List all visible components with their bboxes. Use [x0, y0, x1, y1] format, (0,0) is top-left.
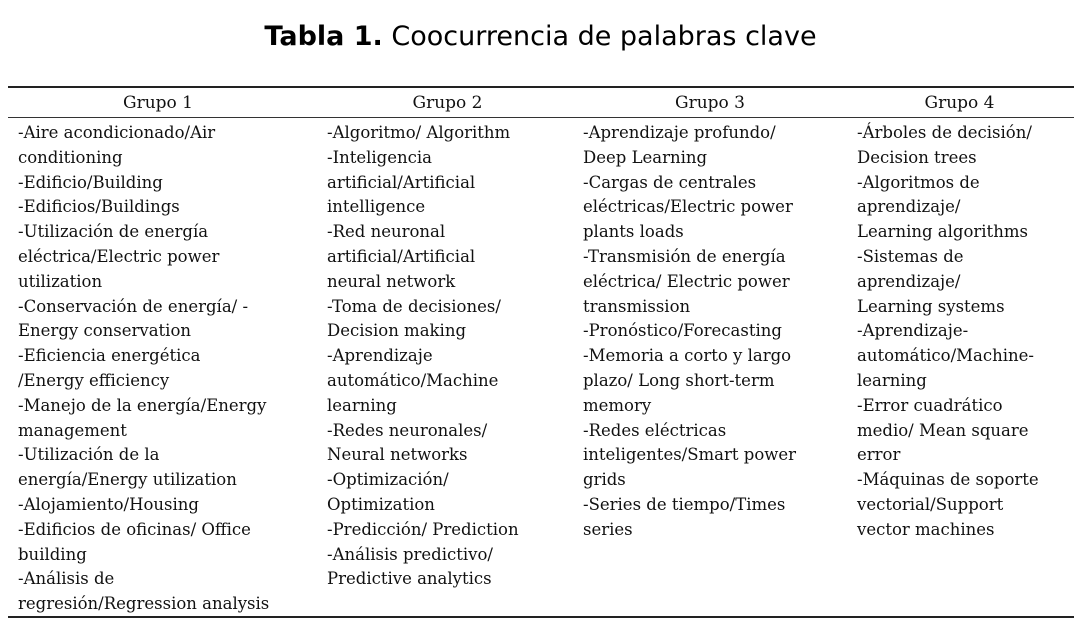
keyword-line: plants loads — [583, 222, 684, 242]
keyword-line: -Aire acondicionado/Air — [18, 123, 216, 142]
keyword-line: -Redes neuronales/ — [327, 420, 488, 440]
column-grupo-1 — [18, 121, 269, 617]
keyword-line: Learning algorithms — [857, 222, 1028, 242]
table-top-rule — [8, 86, 1074, 88]
keyword-line: learning — [327, 395, 397, 415]
keyword-line: -Conservación de energía/ - — [18, 296, 249, 316]
keyword-line: intelligence — [327, 197, 426, 217]
keyword-line: -Cargas de centrales — [583, 172, 757, 192]
keyword-line: -Utilización de la — [18, 445, 160, 465]
keyword-line: memory — [583, 395, 652, 415]
keyword-line: eléctrica/Electric power — [18, 246, 220, 266]
keyword-line: -Error cuadrático — [857, 395, 1003, 415]
keyword-line: -Optimización/ — [327, 470, 449, 490]
keyword-line: neural network — [327, 271, 456, 291]
keyword-line: /Energy efficiency — [18, 370, 170, 390]
keyword-line: artificial/Artificial — [327, 246, 476, 266]
header-grupo-2: Grupo 2 — [412, 93, 483, 113]
column-grupo-2 — [327, 121, 519, 592]
keyword-line: Learning systems — [857, 296, 1005, 316]
header-grupo-3: Grupo 3 — [675, 93, 745, 113]
keyword-line: -Red neuronal — [327, 222, 446, 242]
keyword-line: -Transmisión de energía — [583, 246, 786, 266]
keyword-line: series — [583, 519, 633, 539]
keyword-line: automático/Machine- — [857, 346, 1034, 366]
keyword-line: -Aprendizaje profundo/ — [583, 123, 776, 142]
keyword-line: -Sistemas de — [857, 246, 964, 266]
keyword-line: artificial/Artificial — [327, 172, 476, 192]
keyword-line: vector machines — [857, 519, 995, 539]
keyword-line: aprendizaje/ — [857, 197, 961, 217]
keyword-line: -Toma de decisiones/ — [327, 296, 501, 316]
keyword-line: -Aprendizaje — [327, 346, 433, 366]
keyword-line: -Inteligencia — [327, 147, 432, 167]
table-title-text: Coocurrencia de palabras clave — [391, 21, 817, 52]
keyword-line: -Árboles de decisión/ — [857, 123, 1032, 142]
table-bottom-rule — [8, 616, 1074, 618]
keyword-line: eléctrica/ Electric power — [583, 271, 790, 291]
keyword-line: -Redes eléctricas — [583, 420, 727, 440]
table-header-row — [0, 91, 1081, 115]
keyword-line: -Análisis predictivo/ — [327, 544, 493, 564]
keyword-line: vectorial/Support — [857, 494, 1004, 514]
keyword-line: Optimization — [327, 494, 435, 514]
keyword-line: -Algoritmo/ Algorithm — [327, 123, 511, 142]
keyword-line: Decision making — [327, 321, 467, 341]
keyword-line: conditioning — [18, 147, 123, 167]
column-grupo-4 — [857, 121, 1039, 543]
header-grupo-1: Grupo 1 — [123, 93, 193, 113]
keyword-line: -Series de tiempo/Times — [583, 494, 786, 514]
keyword-line: eléctricas/Electric power — [583, 197, 793, 217]
keyword-line: -Memoria a corto y largo — [583, 346, 792, 366]
keyword-line: -Máquinas de soporte — [857, 470, 1039, 490]
keyword-line: -Aprendizaje- — [857, 321, 969, 341]
table-title — [0, 20, 1081, 54]
table-title-prefix: Tabla 1. — [264, 21, 383, 52]
keyword-line: Decision trees — [857, 147, 977, 167]
keyword-line: building — [18, 544, 87, 564]
keyword-line: Predictive analytics — [327, 569, 492, 589]
keyword-line: -Pronóstico/Forecasting — [583, 321, 782, 341]
keyword-line: learning — [857, 370, 927, 390]
keyword-line: energía/Energy utilization — [18, 470, 237, 490]
keyword-line: -Manejo de la energía/Energy — [18, 395, 267, 415]
column-grupo-3 — [583, 121, 796, 543]
keyword-line: -Predicción/ Prediction — [327, 519, 519, 539]
keyword-line: Neural networks — [327, 445, 468, 465]
keyword-line: Deep Learning — [583, 147, 708, 167]
keyword-line: error — [857, 445, 901, 465]
table-header-rule — [8, 117, 1074, 118]
keyword-line: automático/Machine — [327, 370, 499, 390]
keyword-line: -Edificios de oficinas/ Office — [18, 519, 251, 539]
keyword-line: grids — [583, 470, 626, 490]
keyword-line: medio/ Mean square — [857, 420, 1029, 440]
keyword-line: plazo/ Long short-term — [583, 370, 775, 390]
keyword-line: -Utilización de energía — [18, 222, 209, 242]
keyword-line: -Alojamiento/Housing — [18, 494, 199, 514]
keyword-line: utilization — [18, 271, 103, 291]
keyword-line: -Edificios/Buildings — [18, 197, 180, 217]
keyword-line: -Eficiencia energética — [18, 346, 201, 366]
keyword-line: inteligentes/Smart power — [583, 445, 797, 465]
keyword-line: -Algoritmos de — [857, 172, 980, 192]
keyword-line: aprendizaje/ — [857, 271, 961, 291]
header-grupo-4: Grupo 4 — [924, 93, 995, 113]
keyword-line: transmission — [583, 296, 691, 316]
keyword-line: -Edificio/Building — [18, 172, 163, 192]
keyword-line: management — [18, 420, 127, 440]
keyword-line: regresión/Regression analysis — [18, 594, 270, 614]
keyword-line: Energy conservation — [18, 321, 192, 341]
keyword-line: -Análisis de — [18, 569, 115, 589]
